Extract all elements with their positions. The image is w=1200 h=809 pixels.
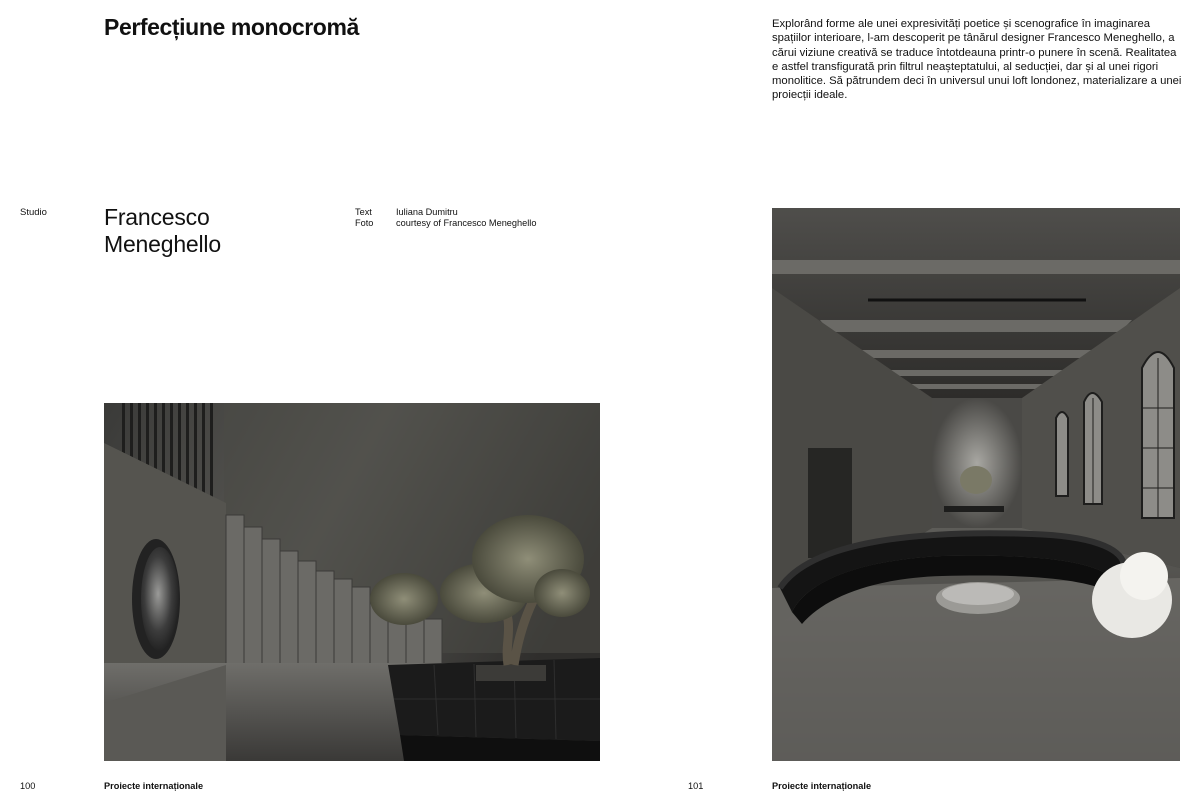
credit-row-photo: [355, 218, 536, 229]
interior-photo-staircase: [104, 403, 600, 761]
section-label: Studio: [20, 207, 47, 218]
credit-value: courtesy of Francesco Meneghello: [396, 218, 537, 228]
intro-paragraph: Explorând forme ale unei expresivități poetice și scenografice în imaginarea spațiilor interioare, l-am descoperit pe tânărul designer Francesco Meneghello, a cărui viziune creativă se traduce întotdeauna printr-o punere în scenă. Realitatea e astfel transfigurată prin filtrul neașteptatului, al seducției, dar și al unei rigori monolitice. Să pătrundem deci în universul unui loft londonez, materializare a unei proiecții ideale.: [772, 18, 1182, 102]
credit-value: Iuliana Dumitru: [396, 207, 458, 217]
interior-photo-loft: [772, 208, 1180, 761]
credit-label: Foto: [355, 218, 374, 228]
page-number-right: 101: [688, 781, 704, 791]
section-footer-left: Proiecte internaționale: [104, 781, 204, 791]
credit-label: Text: [355, 207, 372, 217]
credits: [355, 207, 536, 229]
credit-row-text: [355, 207, 536, 218]
designer-name-line2: Meneghello: [104, 231, 221, 257]
section-footer-right: Proiecte internaționale: [772, 781, 872, 791]
designer-name: [104, 204, 221, 258]
designer-name-line1: Francesco: [104, 204, 210, 230]
page-number-left: 100: [20, 781, 36, 791]
page-title: Perfecțiune monocromă: [104, 14, 359, 40]
